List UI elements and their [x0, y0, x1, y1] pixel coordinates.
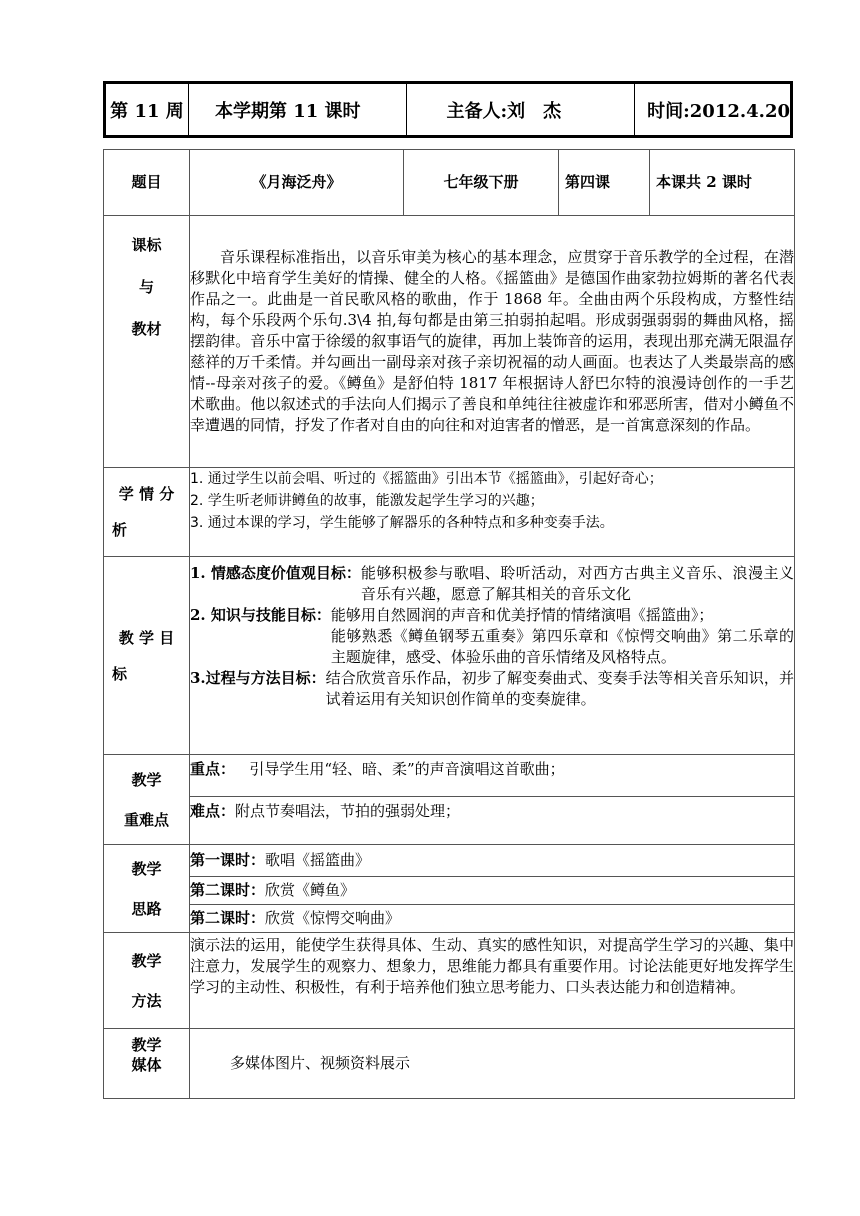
- curriculum-label-1: 课标: [131, 236, 162, 254]
- goals-label: [104, 557, 190, 755]
- goal-3-text: 结合欣赏音乐作品，初步了解变奏曲式、变奏手法等相关音乐知识，并试着运用有关知识创作简单的变奏旋律。: [325, 669, 794, 708]
- approach-row: [104, 845, 795, 877]
- topic-unit: 第四课: [559, 150, 650, 216]
- method-label: [104, 933, 190, 1029]
- approach-head: 第二课时：: [190, 909, 266, 927]
- difficulty-cell: [190, 797, 795, 845]
- topic-hours: 本课共 2 课时: [650, 150, 795, 216]
- curriculum-label: [104, 216, 190, 468]
- goal-3: [190, 668, 794, 710]
- approach-text: 欣赏《鳟鱼》: [265, 881, 356, 899]
- week-cell: 第 11 周: [106, 84, 189, 135]
- key-point-head: 重点：: [190, 760, 236, 778]
- curriculum-text: 音乐课程标准指出，以音乐审美为核心的基本理念，应贯穿于音乐教学的全过程，在潜移默化中培育学生美好的情操、健全的人格。《摇篮曲》是德国作曲家勃拉姆斯的著名代表作品之一。此曲是一首民歌风格的歌曲，作于 1868 年。全曲由两个乐段构成，方整性结构，每个乐段两个乐句.3\4 拍,每句都是由第三拍弱拍起唱。形成弱强弱弱的舞曲风格，摇摆韵律。音乐中富于徐缓的叙事语气的旋律，再加上装饰音的运用，表现出那充满无限温存慈祥的万千柔情。并勾画出一副母亲对孩子亲切祝福的动人画面。也表达了人类最崇高的感情--母亲对孩子的爱。《鳟鱼》是舒伯特 1817 年根据诗人舒巴尔特的浪漫诗创作的一手艺术歌曲。他以叙述式的手法向人们揭示了善良和单纯往往被虚诈和邪恶所害，借对小鳟鱼不幸遭遇的同情，抒发了作者对自由的向往和对迫害者的憎恶，是一首寓意深刻的作品。: [190, 216, 795, 468]
- goal-2: [190, 605, 794, 668]
- lesson-cell: 本学期第 11 课时: [189, 84, 407, 135]
- method-label-2: 方法: [131, 991, 162, 1010]
- approach-cell: [190, 905, 795, 933]
- key-points-label: [104, 755, 190, 845]
- media-row: [104, 1029, 795, 1099]
- time-cell: 时间:2012.4.20: [647, 100, 790, 122]
- method-row: [104, 933, 795, 1029]
- topic-title: 《月海泛舟》: [190, 150, 404, 216]
- preparer-cell: 主备人:刘 杰: [407, 84, 636, 135]
- approach-text: 欣赏《惊愕交响曲》: [265, 909, 401, 927]
- goal-2-head: 2. 知识与技能目标：: [190, 606, 331, 624]
- method-label-1: 教学: [131, 951, 162, 970]
- analysis-item: 3. 通过本课的学习，学生能够了解器乐的各种特点和多种变奏手法。: [190, 515, 614, 531]
- key-points-label-1: 教学: [131, 770, 162, 789]
- key-point-row: [104, 755, 795, 797]
- lesson-plan-table: [103, 149, 795, 1099]
- curriculum-label-3: 教材: [131, 320, 162, 338]
- goal-1: [190, 563, 794, 605]
- analysis-label-1: 学 情 分: [118, 485, 175, 503]
- approach-row: [104, 905, 795, 933]
- key-point-cell: [190, 755, 795, 797]
- analysis-item: 2. 学生听老师讲鳟鱼的故事，能激发起学生学习的兴趣；: [190, 493, 544, 509]
- media-text: 多媒体图片、视频资料展示: [190, 1029, 795, 1099]
- key-points-label-2: 重难点: [123, 810, 169, 829]
- key-point-text: 引导学生用“轻、暗、柔”的声音演唱这首歌曲；: [249, 760, 565, 778]
- analysis-row: [104, 468, 795, 557]
- header-table: [103, 81, 793, 138]
- goal-2-text-1: 能够用自然圆润的声音和优美抒情的情绪演唱《摇篮曲》；: [330, 606, 714, 624]
- method-text: 演示法的运用，能使学生获得具体、生动、真实的感性知识，对提高学生学习的兴趣、集中注意力，发展学生的观察力、想象力，思维能力都具有重要作用。讨论法能更好地发挥学生学习的主动性、积极性，有利于培养他们独立思考能力、口头表达能力和创造精神。: [190, 933, 795, 1029]
- goal-1-head: 1. 情感态度价值观目标：: [190, 564, 361, 582]
- approach-head: 第一课时：: [190, 851, 266, 869]
- goal-1-text: 能够积极参与歌唱、聆听活动，对西方古典主义音乐、浪漫主义音乐有兴趣，愿意了解其相关的音乐文化: [360, 564, 794, 603]
- media-label-2: 媒体: [131, 1056, 162, 1074]
- topic-grade: 七年级下册: [404, 150, 559, 216]
- difficulty-row: [104, 797, 795, 845]
- goal-3-head: 3.过程与方法目标：: [190, 669, 326, 687]
- topic-label: 题目: [104, 150, 190, 216]
- approach-label: [104, 845, 190, 933]
- approach-cell: [190, 845, 795, 877]
- media-label: [104, 1029, 190, 1099]
- analysis-item: 1. 通过学生以前会唱、听过的《摇篮曲》引出本节《摇篮曲》，引起好奇心；: [190, 471, 663, 487]
- goals-text: [190, 557, 795, 755]
- media-label-1: 教学: [131, 1036, 162, 1054]
- approach-label-2: 思路: [131, 899, 162, 918]
- curriculum-label-2: 与: [138, 278, 154, 296]
- goals-label-2: 标: [112, 664, 128, 683]
- analysis-text: [190, 468, 795, 557]
- goal-2-text-2: 能够熟悉《鳟鱼钢琴五重奏》第四乐章和《惊愕交响曲》第二乐章的主题旋律，感受、体验乐曲的音乐情绪及风格特点。: [330, 627, 794, 666]
- difficulty-text: 附点节奏唱法，节拍的强弱处理；: [235, 802, 461, 820]
- goal-2-text: [331, 605, 794, 668]
- approach-head: 第二课时：: [190, 881, 266, 899]
- difficulty-head: 难点：: [190, 802, 236, 820]
- analysis-label: [104, 468, 190, 557]
- approach-cell: [190, 877, 795, 905]
- curriculum-row: [104, 216, 795, 468]
- analysis-label-2: 析: [112, 521, 128, 539]
- goals-row: [104, 557, 795, 755]
- approach-label-1: 教学: [131, 859, 162, 878]
- goals-label-1: 教 学 目: [118, 628, 175, 647]
- approach-text: 歌唱《摇篮曲》: [265, 851, 371, 869]
- approach-row: [104, 877, 795, 905]
- topic-row: [104, 150, 795, 216]
